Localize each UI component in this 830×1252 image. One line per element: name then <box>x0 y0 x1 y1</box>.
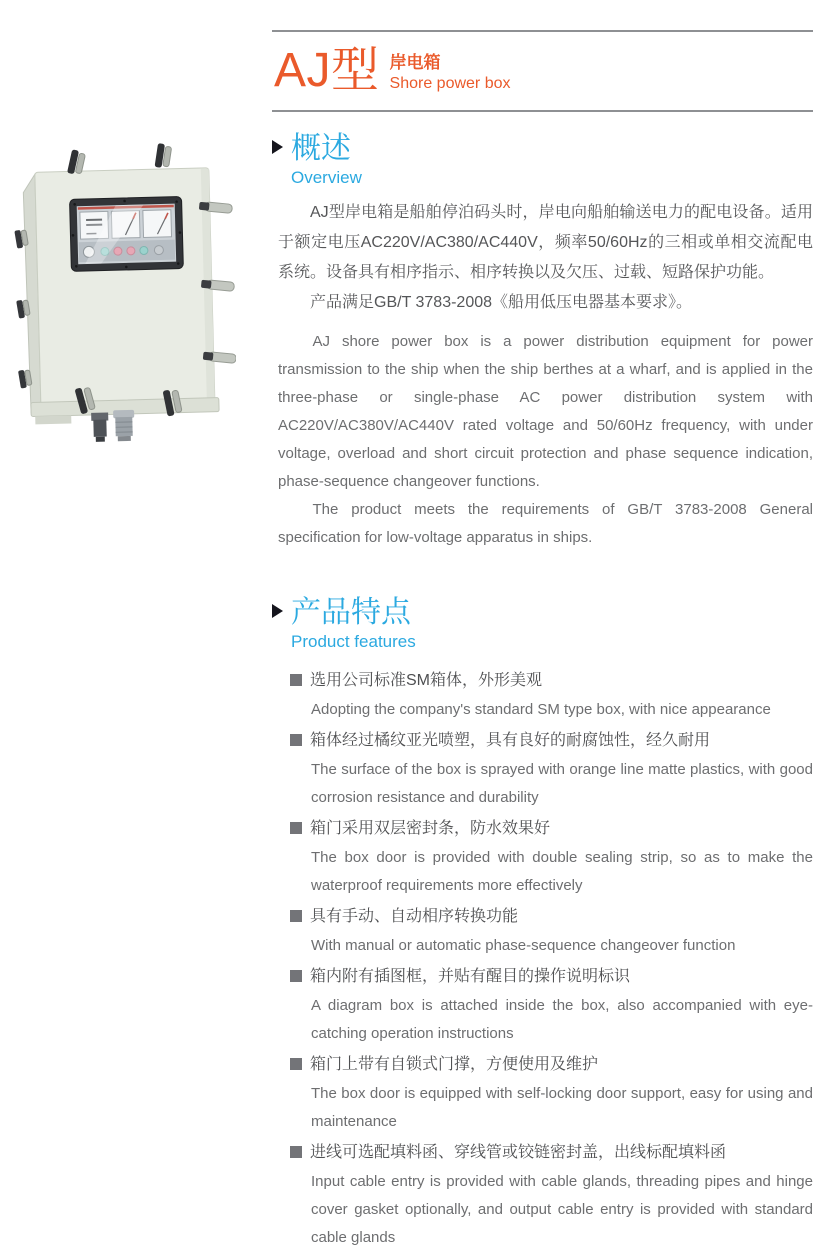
product-title-block <box>272 32 813 110</box>
feature-item <box>290 726 813 812</box>
shore-power-box-illustration <box>14 142 236 444</box>
feature-text-cn <box>290 1050 813 1080</box>
feature-cn-label: 箱门上带有自锁式门撑，方便使用及维护 <box>310 1056 598 1073</box>
feature-item <box>290 666 813 724</box>
overview-paragraph-en-2: The product meets the requirements of GB/T 3783-2008 General specification for low-voltage apparatus in ships. <box>278 496 813 552</box>
feature-text-en: Input cable entry is provided with cable glands, threading pipes and hinge cover gasket optionally, and output cable entry is provided with standard cable glands <box>311 1168 813 1252</box>
feature-text-cn <box>290 902 813 932</box>
feature-cn-label: 箱内附有插图框，并贴有醒目的操作说明标识 <box>310 968 630 985</box>
section-marker-icon <box>272 140 283 154</box>
header-divider-bottom <box>272 110 813 112</box>
overview-paragraph-en-1: AJ shore power box is a power distribution equipment for power transmission to the ship when the ship berthes at a wharf, and is applied in the three-phase or single-phase AC power distribution system with AC220V/AC380V/AC440V rated voltage and 50/60Hz frequency, with under voltage, overload and short circuit protection and phase sequence indication, phase-sequence changeover functions. <box>278 328 813 496</box>
meter-window <box>70 196 184 271</box>
product-name-en: Shore power box <box>390 74 511 93</box>
feature-item <box>290 814 813 900</box>
feature-item <box>290 962 813 1048</box>
features-title-cn: 产品特点 <box>291 596 813 629</box>
feature-item <box>290 1138 813 1252</box>
feature-text-en: Adopting the company's standard SM type box, with nice appearance <box>311 696 813 724</box>
feature-item <box>290 1050 813 1136</box>
overview-title-en: Overview <box>291 168 813 188</box>
feature-item <box>290 902 813 960</box>
overview-paragraph-cn-2: 产品满足GB/T 3783-2008《船用低压电器基本要求》。 <box>278 288 813 318</box>
feature-cn-label: 箱门采用双层密封条，防水效果好 <box>310 820 550 837</box>
feature-cn-label: 进线可选配填料函、穿线管或铰链密封盖，出线标配填料函 <box>310 1144 726 1161</box>
feature-bullet-icon <box>290 1058 302 1070</box>
feature-bullet-icon <box>290 822 302 834</box>
feature-text-en: The box door is provided with double sealing strip, so as to make the waterproof requirements more effectively <box>311 844 813 900</box>
feature-text-cn <box>290 666 813 696</box>
overview-heading <box>272 132 813 188</box>
feature-cn-label: 箱体经过橘纹亚光喷塑，具有良好的耐腐蚀性，经久耐用 <box>310 732 710 749</box>
section-overview <box>272 132 813 552</box>
section-marker-icon <box>272 604 283 618</box>
feature-bullet-icon <box>290 734 302 746</box>
feature-text-cn <box>290 726 813 756</box>
section-features <box>272 596 813 1252</box>
feature-text-cn <box>290 1138 813 1168</box>
overview-paragraph-cn-1: AJ型岸电箱是船舶停泊码头时，岸电向船舶输送电力的配电设备。适用于额定电压AC220V/AC380/AC440V，频率50/60Hz的三相或单相交流配电系统。设备具有相序指示、相序转换以及欠压、过载、短路保护功能。 <box>278 198 813 288</box>
latch-clamp-top-right <box>155 143 172 169</box>
box-foot <box>35 415 71 424</box>
feature-bullet-icon <box>290 1146 302 1158</box>
feature-bullet-icon <box>290 674 302 686</box>
feature-text-en: The box door is equipped with self-locking door support, easy for using and maintenance <box>311 1080 813 1136</box>
feature-cn-label: 具有手动、自动相序转换功能 <box>310 908 518 925</box>
overview-paragraphs <box>272 198 813 552</box>
feature-text-cn <box>290 962 813 992</box>
product-photo <box>14 142 236 444</box>
content-column <box>272 0 813 1252</box>
feature-text-cn <box>290 814 813 844</box>
features-title-en: Product features <box>291 632 813 652</box>
features-heading <box>272 596 813 652</box>
feature-cn-label: 选用公司标准SM箱体，外形美观 <box>310 672 542 689</box>
feature-text-en: With manual or automatic phase-sequence changeover function <box>311 932 813 960</box>
feature-text-en: The surface of the box is sprayed with orange line matte plastics, with good corrosion resistance and durability <box>311 756 813 812</box>
product-name <box>390 53 511 93</box>
feature-text-en: A diagram box is attached inside the box, also accompanied with eye-catching operation instructions <box>311 992 813 1048</box>
features-list <box>272 666 813 1252</box>
model-title: AJ型 <box>274 44 380 98</box>
feature-bullet-icon <box>290 970 302 982</box>
product-name-cn: 岸电箱 <box>390 53 511 72</box>
overview-title-cn: 概述 <box>291 132 813 165</box>
feature-bullet-icon <box>290 910 302 922</box>
